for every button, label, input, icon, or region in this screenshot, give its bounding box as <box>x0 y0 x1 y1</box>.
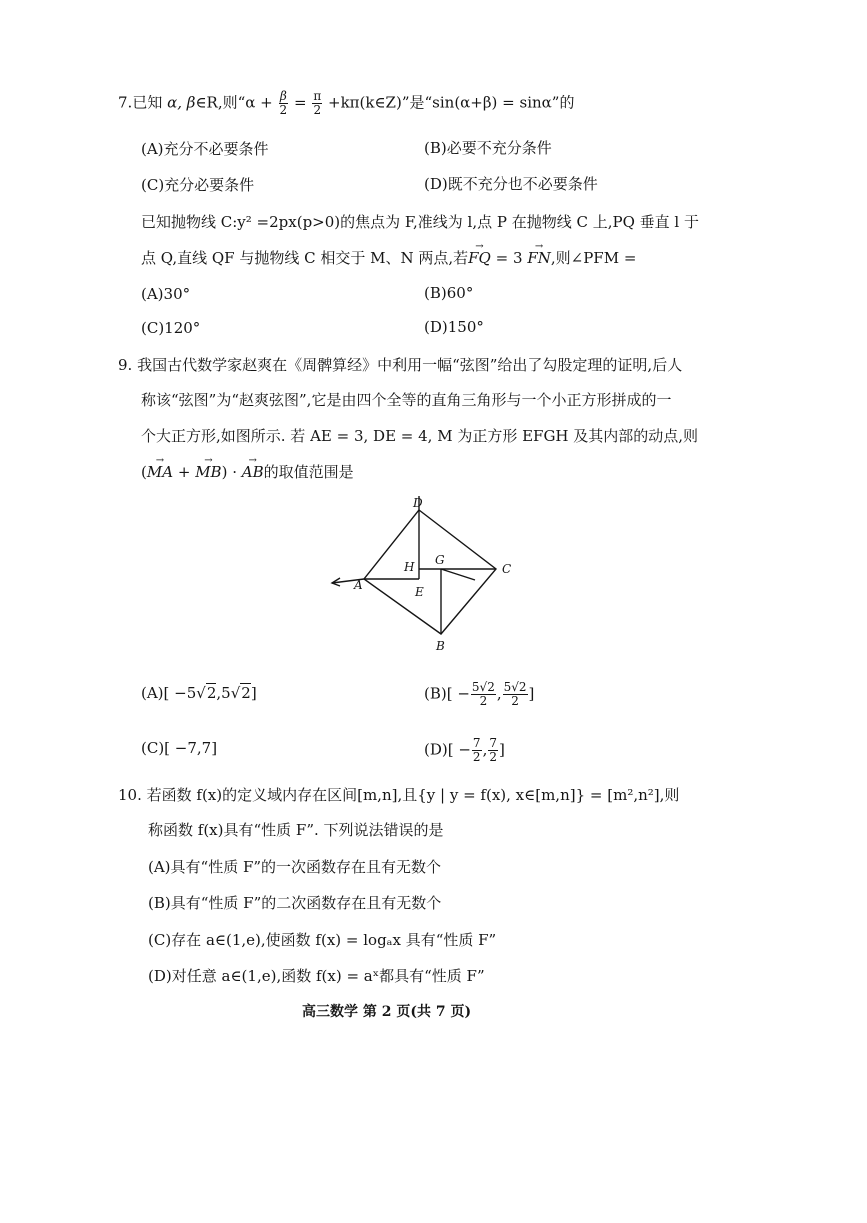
q9-stem-line2: 称该“弦图”为“赵爽弦图”,它是由四个全等的直角三角形与一个小正方形拼成的一 <box>141 391 672 409</box>
q10-option-d[interactable]: (D)对任意 a∈(1,e),函数 f(x) = aˣ都具有“性质 F” <box>148 967 485 985</box>
page-footer: 高三数学 第 2 页(共 7 页) <box>302 1004 472 1020</box>
q9-option-b[interactable]: (B)[ − $\frac{5√2}{2}$ , $\frac{5√2}{2}$ ] <box>424 680 535 708</box>
segment-g-line <box>441 569 475 580</box>
label-e: E <box>415 585 424 599</box>
q9-d-frac-right: $\frac{7}{2}$ <box>489 736 497 764</box>
q9-option-a[interactable]: (A)[ −5√2,5√2] <box>141 684 257 702</box>
vector-mb: → MB <box>195 462 221 482</box>
vector-ab: → AB <box>242 462 264 482</box>
q9-stem-line1: 9. 我国古代数学家赵爽在《周髀算经》中利用一幅“弦图”给出了勾股定理的证明,后人 <box>118 356 683 374</box>
q9-stem-line4: (→ MA + → MB) · → AB的取值范围是 <box>141 462 354 482</box>
q8-option-d[interactable]: (D)150° <box>424 318 484 336</box>
label-c: C <box>502 562 512 576</box>
q7-option-b[interactable]: (B)必要不充分条件 <box>424 139 552 157</box>
vector-fq: → FQ <box>468 248 491 268</box>
label-a: A <box>354 578 363 592</box>
q7-option-a[interactable]: (A)充分不必要条件 <box>141 140 269 158</box>
q8-option-a[interactable]: (A)30° <box>141 285 191 303</box>
label-d: D <box>413 496 423 510</box>
q10-option-c[interactable]: (C)存在 a∈(1,e),使函数 f(x) = logₐx 具有“性质 F” <box>148 931 497 949</box>
vector-ma: → MA <box>147 462 173 482</box>
zhao-shuang-diagram <box>320 484 540 659</box>
q7-frac-pi: $\frac{\pi}{2}$ <box>313 89 322 117</box>
q10-option-a[interactable]: (A)具有“性质 F”的一次函数存在且有无数个 <box>148 858 442 876</box>
q9-d-frac-left: $\frac{7}{2}$ <box>472 736 481 764</box>
q7-stem: 7.已知 α, β∈R,则“α + $\frac{\beta}{2}$ = $\frac{\pi}{2}$ +kπ(k∈Z)”是“sin(α+β) = sinα”的 <box>118 89 575 117</box>
q9-b-frac-left: $\frac{5√2}{2}$ <box>471 680 495 708</box>
q8-option-c[interactable]: (C)120° <box>141 319 201 337</box>
label-b: B <box>436 639 445 653</box>
label-h: H <box>404 560 415 574</box>
outer-square <box>364 510 496 634</box>
q7-option-c[interactable]: (C)充分必要条件 <box>141 176 255 194</box>
q9-option-d[interactable]: (D)[ − $\frac{7}{2}$ , $\frac{7}{2}$ ] <box>424 736 505 764</box>
q10-stem-line2: 称函数 f(x)具有“性质 F”. 下列说法错误的是 <box>148 821 444 839</box>
q9-option-c[interactable]: (C)[ −7,7] <box>141 739 218 757</box>
q9-b-frac-right: $\frac{5√2}{2}$ <box>503 680 527 708</box>
q8-stem-line2: 点 Q,直线 QF 与抛物线 C 相交于 M、N 两点,若→ FQ = 3 → FN,则∠PFM = <box>141 248 636 268</box>
q7-frac-beta: $\frac{\beta}{2}$ <box>279 89 288 117</box>
label-g: G <box>435 553 445 567</box>
q7-option-d[interactable]: (D)既不充分也不必要条件 <box>424 175 598 193</box>
q9-stem-line3: 个大正方形,如图所示. 若 AE = 3, DE = 4, M 为正方形 EFGH 及其内部的动点,则 <box>141 427 699 445</box>
vector-fn: → FN <box>527 248 551 268</box>
q8-option-b[interactable]: (B)60° <box>424 284 474 302</box>
q10-stem-line1: 10. 若函数 f(x)的定义域内存在区间[m,n],且{y | y = f(x), x∈[m,n]} = [m²,n²],则 <box>118 786 680 804</box>
q10-option-b[interactable]: (B)具有“性质 F”的二次函数存在且有无数个 <box>148 894 442 912</box>
q8-stem-line1: 已知抛物线 C:y² =2px(p>0)的焦点为 F,准线为 l,点 P 在抛物线 C 上,PQ 垂直 l 于 <box>141 213 699 231</box>
